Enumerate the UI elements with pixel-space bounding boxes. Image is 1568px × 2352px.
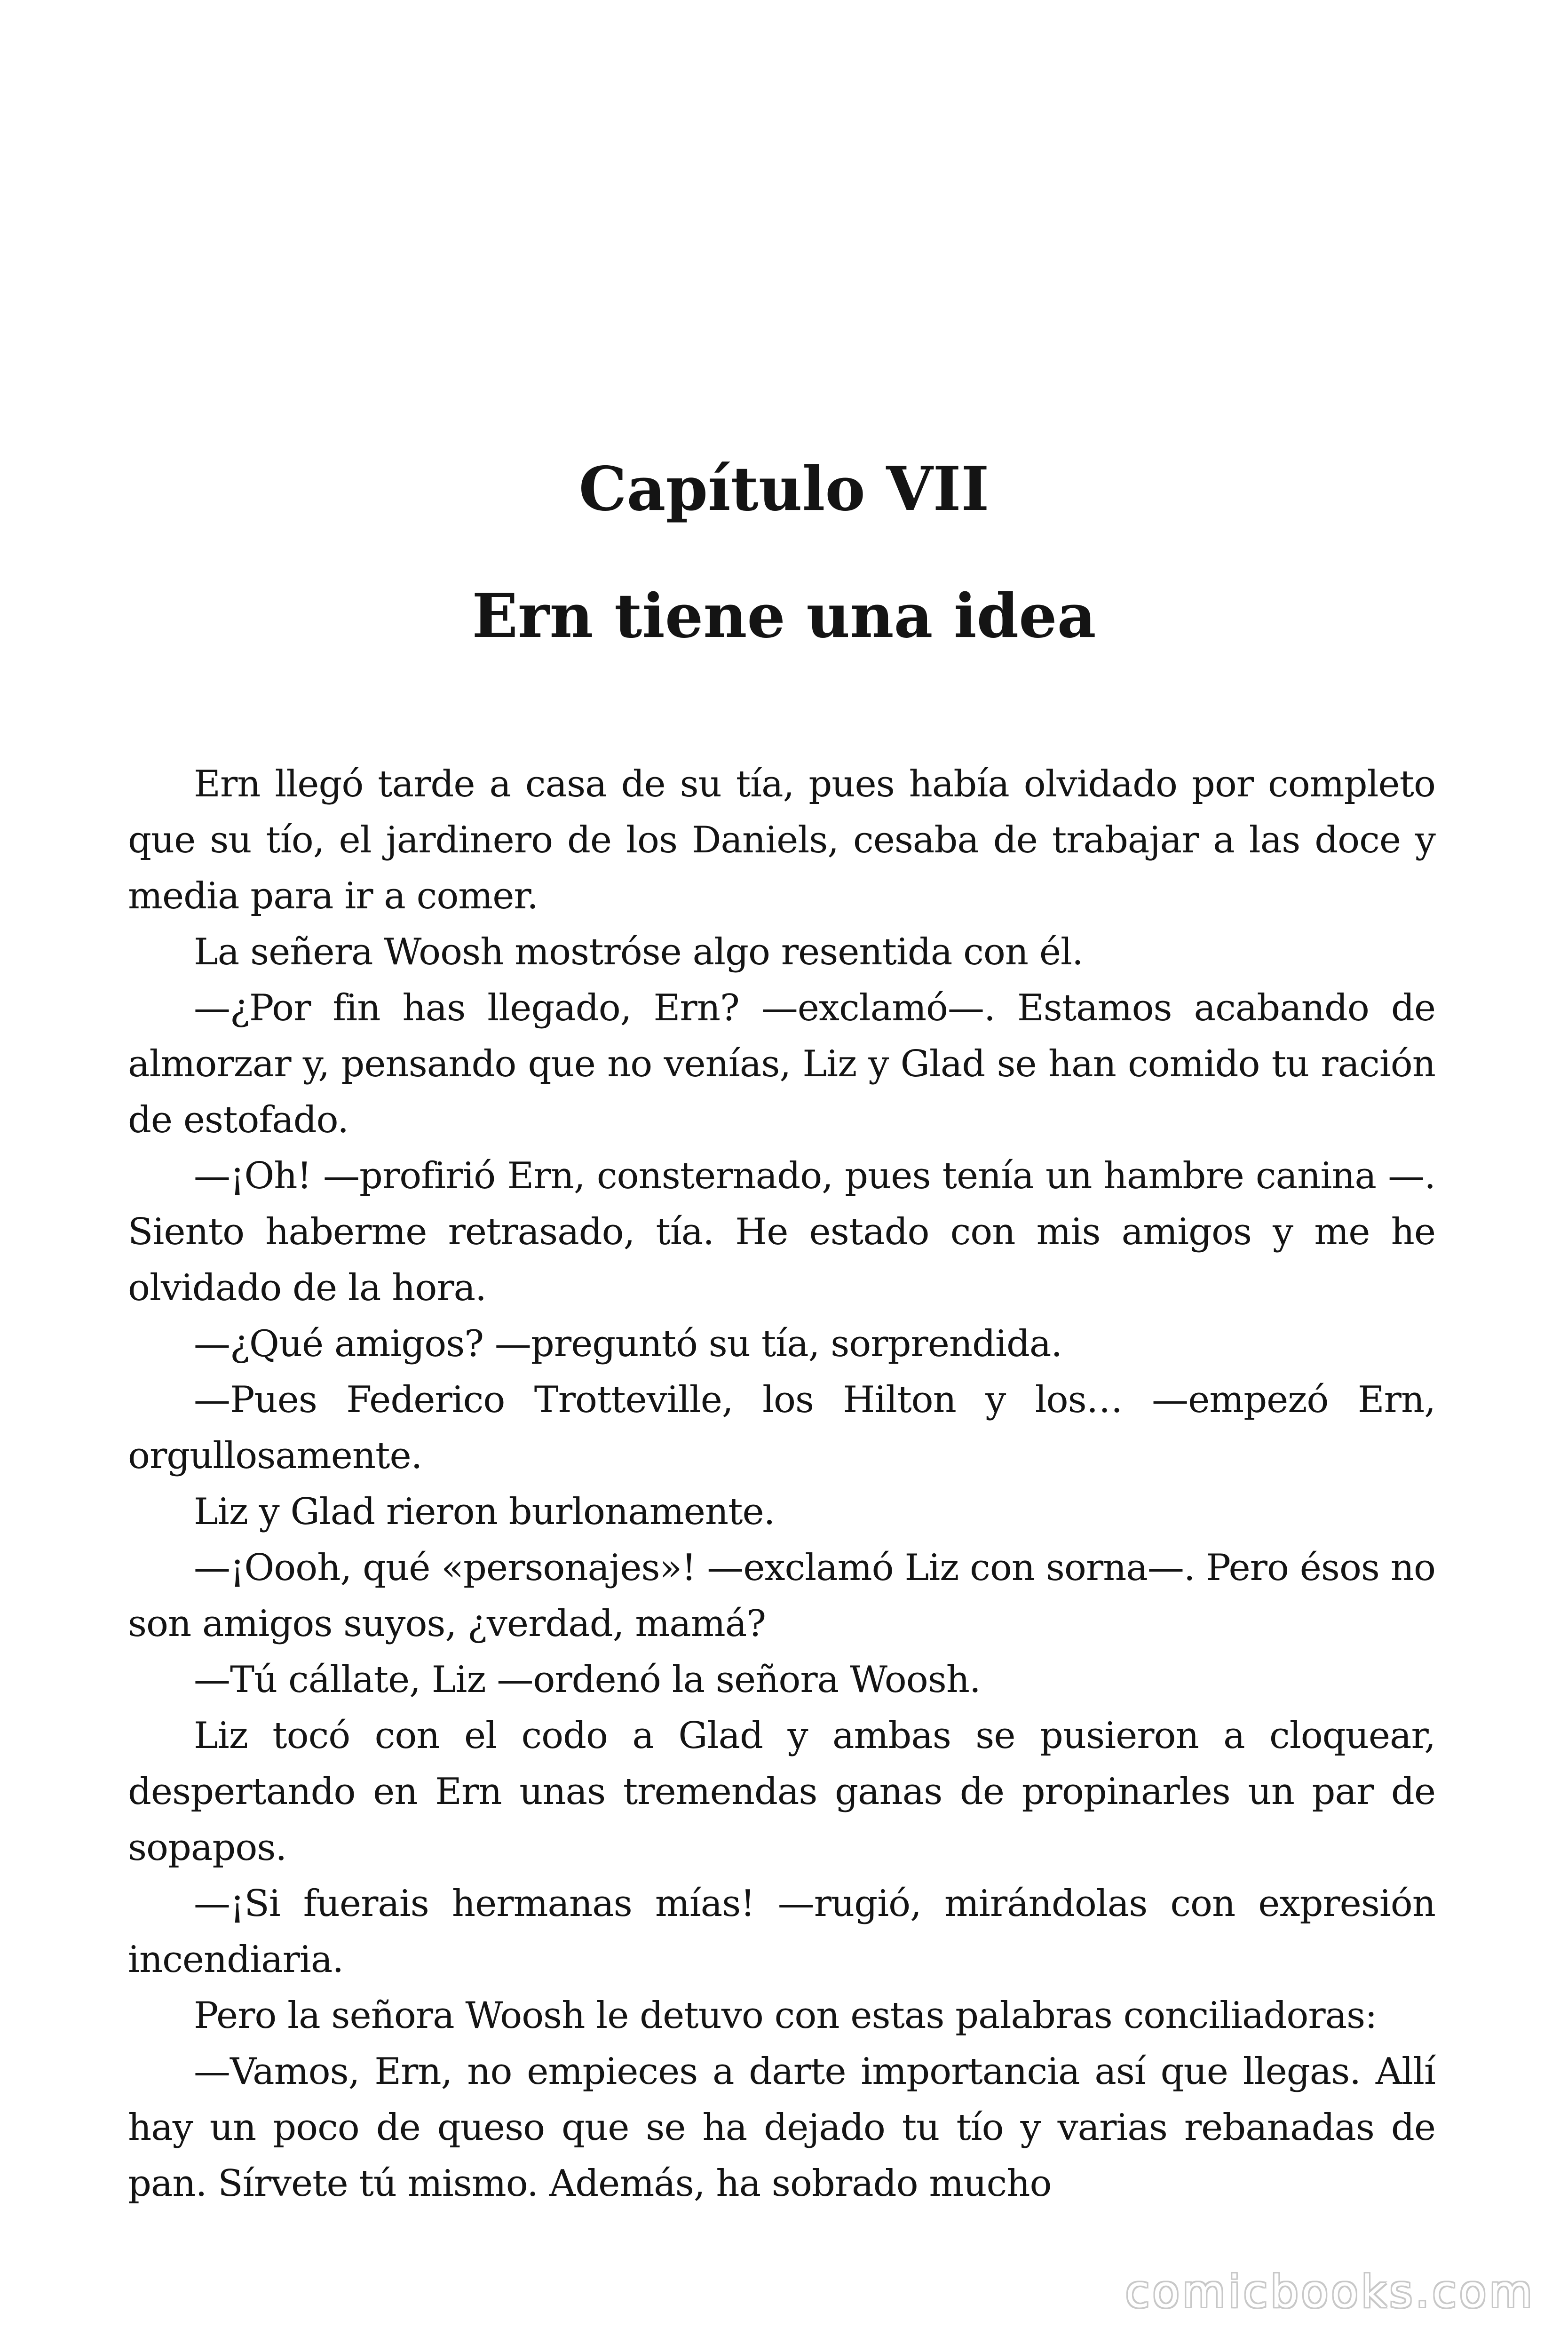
paragraph: —¡Oooh, qué «personajes»! —exclamó Liz con sorna—. Pero ésos no son amigos suyos, ¿verdad, mamá? — [128, 1547, 1435, 1645]
site-watermark: comicbooks.com — [1125, 2266, 1535, 2318]
paragraph: Liz y Glad rieron burlonamente. — [194, 1491, 775, 1533]
paragraph: —Pues Federico Trotteville, los Hilton y los… —empezó Ern, orgullosamente. — [128, 1379, 1435, 1477]
paragraph: La señera Woosh mostróse algo resentida con él. — [194, 931, 1083, 973]
paragraph: —¿Por fin has llegado, Ern? —exclamó—. Estamos acabando de almorzar y, pensando que no venías, Liz y Glad se han comido tu ración de estofado. — [128, 987, 1435, 1141]
paragraph: —Vamos, Ern, no empieces a darte importancia así que llegas. Allí hay un poco de queso que se ha dejado tu tío y varias rebanadas de pan. Sírvete tú mismo. Además, ha sobrado mucho — [128, 2050, 1435, 2205]
paragraph: —¡Si fuerais hermanas mías! —rugió, mirándolas con expresión incendiaria. — [128, 1883, 1435, 1981]
paragraph: Liz tocó con el codo a Glad y ambas se pusieron a cloquear, despertando en Ern unas tremendas ganas de propinarles un par de sopapos. — [128, 1715, 1435, 1869]
paragraph: —¡Oh! —profirió Ern, consternado, pues tenía un hambre canina —. Siento haberme retrasado, tía. He estado con mis amigos y me he olvidado de la hora. — [128, 1155, 1435, 1309]
paragraph: —¿Qué amigos? —preguntó su tía, sorprendida. — [194, 1323, 1062, 1365]
paragraph: —Tú cállate, Liz —ordenó la señora Woosh. — [194, 1659, 981, 1701]
paragraph: Pero la señora Woosh le detuvo con estas palabras conciliadoras: — [194, 1994, 1377, 2037]
chapter-number: Capítulo VII — [578, 454, 990, 524]
chapter-body — [128, 756, 1435, 2212]
paragraph: Ern llegó tarde a casa de su tía, pues había olvidado por completo que su tío, el jardinero de los Daniels, cesaba de trabajar a las doce y media para ir a comer. — [128, 763, 1435, 917]
chapter-title: Ern tiene una idea — [472, 581, 1096, 652]
